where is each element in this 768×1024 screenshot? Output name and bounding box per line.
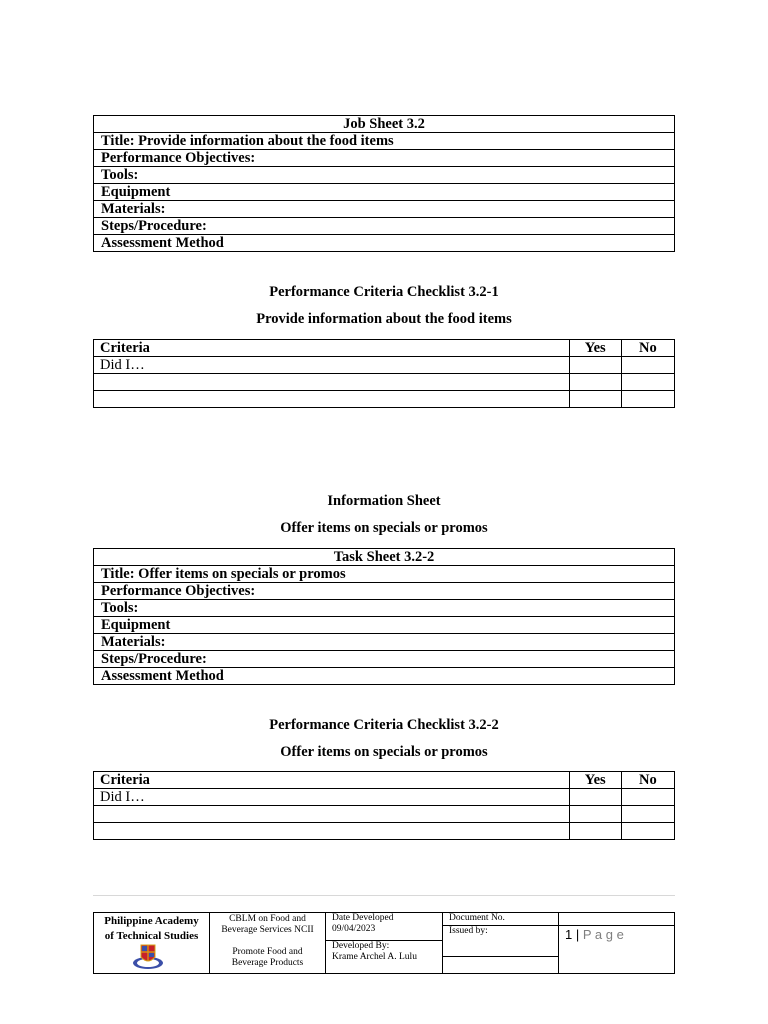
task-sheet-steps: Steps/Procedure: xyxy=(94,651,675,668)
checklist2-empty-cell xyxy=(94,806,570,823)
task-sheet-objectives: Performance Objectives: xyxy=(94,583,675,600)
table-row xyxy=(94,391,675,408)
task-sheet-heading: Task Sheet 3.2-2 xyxy=(94,549,675,566)
academy-logo-icon xyxy=(132,941,164,971)
page-number: 1 xyxy=(565,927,573,942)
checklist2-table xyxy=(93,771,675,840)
checklist1-yes-header: Yes xyxy=(569,340,621,357)
task-sheet-assessment: Assessment Method xyxy=(94,668,675,685)
table-row xyxy=(94,789,675,806)
checklist2-yes-cell xyxy=(569,823,621,840)
table-row xyxy=(94,357,675,374)
checklist1-empty-cell xyxy=(94,391,570,408)
checklist1-first-criterion: Did I… xyxy=(94,357,570,374)
checklist1-yes-cell xyxy=(569,357,621,374)
footer-org-line1: Philippine Academy xyxy=(104,915,199,927)
job-sheet-table xyxy=(93,115,675,252)
job-sheet-materials: Materials: xyxy=(94,201,675,218)
checklist2-no-cell xyxy=(621,789,674,806)
checklist1-yes-cell xyxy=(569,374,621,391)
checklist1-no-cell xyxy=(621,391,674,408)
footer-document-value-cell xyxy=(559,913,674,926)
footer-issued-label: Issued by: xyxy=(443,926,558,957)
checklist1-subtitle: Provide information about the food items xyxy=(256,311,512,327)
checklist1-no-cell xyxy=(621,374,674,391)
page-footer xyxy=(93,912,675,974)
footer-cblm-line1: CBLM on Food and xyxy=(229,914,306,924)
task-sheet-title: Title: Offer items on specials or promos xyxy=(94,566,675,583)
footer-date-cell xyxy=(326,913,443,973)
job-sheet-objectives: Performance Objectives: xyxy=(94,150,675,167)
footer-module-line2: Beverage Products xyxy=(231,958,304,968)
task-sheet-equipment: Equipment xyxy=(94,617,675,634)
checklist1-empty-cell xyxy=(94,374,570,391)
footer-cblm-cell xyxy=(210,913,326,973)
checklist1-criteria-header: Criteria xyxy=(94,340,570,357)
checklist1-table xyxy=(93,339,675,408)
footer-module-line1: Promote Food and xyxy=(232,947,303,957)
checklist2-title: Performance Criteria Checklist 3.2-2 xyxy=(269,717,499,733)
checklist2-no-header: No xyxy=(621,772,674,789)
footer-date-label: Date Developed xyxy=(332,913,394,923)
checklist2-first-criterion: Did I… xyxy=(94,789,570,806)
job-sheet-assessment: Assessment Method xyxy=(94,235,675,252)
checklist1-no-cell xyxy=(621,357,674,374)
footer-org-cell xyxy=(94,913,210,973)
footer-developer-value: Krame Archel A. Lulu xyxy=(332,952,417,962)
table-row xyxy=(94,374,675,391)
job-sheet-title: Title: Provide information about the food items xyxy=(94,133,675,150)
checklist1-no-header: No xyxy=(621,340,674,357)
job-sheet-heading: Job Sheet 3.2 xyxy=(94,116,675,133)
job-sheet-steps: Steps/Procedure: xyxy=(94,218,675,235)
task-sheet-table xyxy=(93,548,675,685)
footer-cblm-line2: Beverage Services NCII xyxy=(221,925,314,935)
checklist2-yes-cell xyxy=(569,789,621,806)
checklist2-subtitle: Offer items on specials or promos xyxy=(280,744,488,760)
checklist2-no-cell xyxy=(621,823,674,840)
checklist1-title: Performance Criteria Checklist 3.2-1 xyxy=(269,284,499,300)
footer-developer-label: Developed By: xyxy=(332,941,390,951)
footer-date-value: 09/04/2023 xyxy=(332,924,376,934)
table-row xyxy=(94,823,675,840)
page-number-label xyxy=(565,927,624,943)
checklist2-yes-header: Yes xyxy=(569,772,621,789)
checklist2-empty-cell xyxy=(94,823,570,840)
info-sheet-subtitle: Offer items on specials or promos xyxy=(280,520,488,536)
checklist2-yes-cell xyxy=(569,806,621,823)
info-sheet-title: Information Sheet xyxy=(327,493,441,509)
page-word: P a g e xyxy=(582,927,624,942)
job-sheet-tools: Tools: xyxy=(94,167,675,184)
checklist2-criteria-header: Criteria xyxy=(94,772,570,789)
footer-divider xyxy=(93,895,675,896)
checklist1-yes-cell xyxy=(569,391,621,408)
page-separator: | xyxy=(572,927,583,942)
task-sheet-materials: Materials: xyxy=(94,634,675,651)
table-row xyxy=(94,806,675,823)
job-sheet-equipment: Equipment xyxy=(94,184,675,201)
footer-org-line2: of Technical Studies xyxy=(104,930,199,942)
footer-document-label: Document No. xyxy=(443,913,558,926)
checklist2-no-cell xyxy=(621,806,674,823)
task-sheet-tools: Tools: xyxy=(94,600,675,617)
footer-document-cell xyxy=(443,913,559,973)
